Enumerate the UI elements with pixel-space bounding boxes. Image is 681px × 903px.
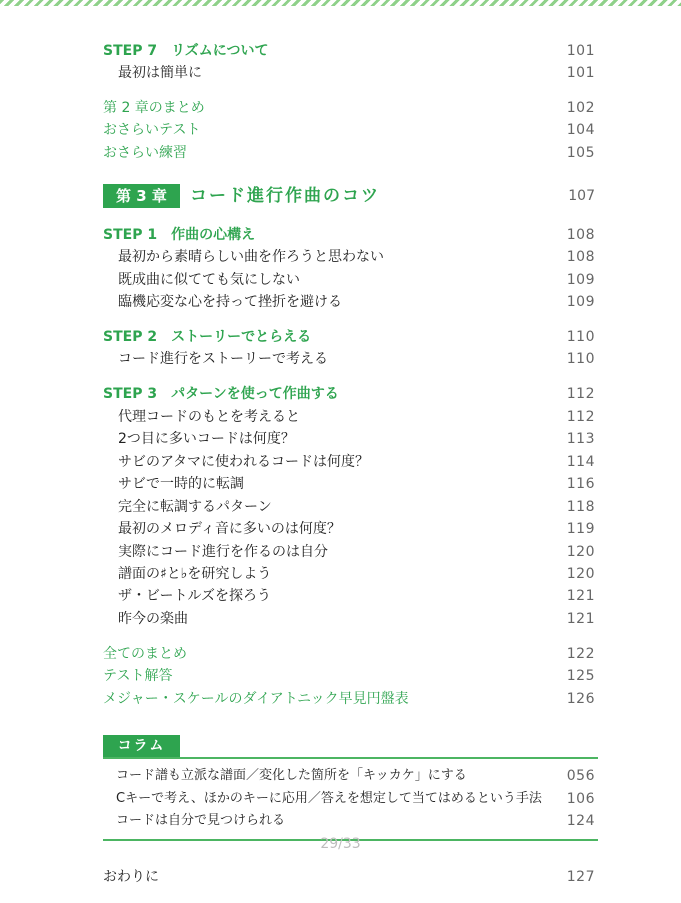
toc-entry-title: サビのアタマに使われるコードは何度？ [118, 454, 370, 470]
toc-entry[interactable] [0, 142, 681, 164]
toc-entry[interactable] [0, 585, 681, 607]
chapter-title[interactable]: コード進行作曲のコツ [190, 186, 380, 206]
toc-entry-page: 116 [566, 476, 595, 492]
toc-entry-page: 109 [566, 272, 595, 288]
toc-entry-title: おわりに [103, 869, 159, 885]
toc-entry[interactable] [0, 383, 681, 405]
toc-entry-title: 臨機応変な心を持って挫折を避ける [118, 294, 342, 310]
toc-entry[interactable] [0, 541, 681, 563]
toc-entry[interactable] [0, 119, 681, 141]
toc-entry-page: 108 [566, 249, 595, 265]
toc-entry-page: 108 [566, 227, 595, 243]
toc-entry-page: 122 [566, 646, 595, 662]
toc-entry-page: 114 [566, 454, 595, 470]
toc-entry-page: 101 [566, 65, 595, 81]
top-stripe-decoration [0, 0, 681, 6]
toc-entry-title: STEP 7 リズムについて [103, 43, 269, 59]
toc-entry-page: 127 [566, 869, 595, 885]
toc-entry[interactable] [0, 608, 681, 630]
toc-entry[interactable] [0, 451, 681, 473]
toc-entry-title: メジャー・スケールのダイアトニック早見円盤表 [103, 691, 409, 707]
toc-entry-page: 105 [566, 145, 595, 161]
toc-entry-page: 102 [566, 100, 595, 116]
toc-entry-title: 完全に転調するパターン [118, 499, 272, 515]
toc-entry-title: Cキーで考え、ほかのキーに応用／答えを想定して当てはめるという手法 [116, 791, 542, 806]
toc-entry-page: 106 [566, 791, 595, 807]
toc-entry-page: 110 [566, 329, 595, 345]
toc-entry-page: 113 [566, 431, 595, 447]
column-badge: コラム [103, 735, 180, 757]
toc-entry[interactable] [0, 688, 681, 710]
toc-entry-title: サビで一時的に転調 [118, 476, 244, 492]
toc-entry[interactable] [0, 665, 681, 687]
toc-entry[interactable] [0, 246, 681, 268]
toc-entry[interactable] [0, 518, 681, 540]
toc-entry-title: 最初は簡単に [118, 65, 202, 81]
page-indicator: 29/33 [320, 836, 361, 852]
toc-entry-page: 124 [566, 813, 595, 829]
toc-entry[interactable] [0, 788, 681, 810]
toc-entry-page: 056 [566, 768, 595, 784]
chapter-page-number: 107 [568, 188, 595, 204]
toc-entry-page: 104 [566, 122, 595, 138]
toc-entry[interactable] [0, 348, 681, 370]
toc-entry-title: 全てのまとめ [103, 646, 187, 662]
toc-entry[interactable] [0, 810, 681, 832]
toc-entry-title: STEP 2 ストーリーでとらえる [103, 329, 312, 345]
toc-entry-closing[interactable] [0, 866, 681, 888]
toc-entry-page: 121 [566, 611, 595, 627]
toc-entry-page: 120 [566, 566, 595, 582]
toc-entry-title: STEP 1 作曲の心構え [103, 227, 256, 243]
toc-entry-page: 101 [566, 43, 595, 59]
toc-entry-title: おさらいテスト [103, 122, 201, 138]
toc-entry-title: 第 2 章のまとめ [103, 100, 205, 116]
toc-entry-title: おさらい練習 [103, 145, 187, 161]
toc-entry-title: 代理コードのもとを考えると [118, 409, 300, 425]
toc-entry-page: 126 [566, 691, 595, 707]
toc-entry[interactable] [0, 643, 681, 665]
toc-entry[interactable] [0, 496, 681, 518]
toc-entry[interactable] [0, 765, 681, 787]
toc-entry-title: ザ・ビートルズを探ろう [118, 588, 272, 604]
toc-entry[interactable] [0, 563, 681, 585]
toc-entry[interactable] [0, 291, 681, 313]
toc-entry[interactable] [0, 326, 681, 348]
toc-entry-title: コードは自分で見つけられる [116, 813, 286, 828]
toc-entry-page: 109 [566, 294, 595, 310]
toc-entry-title: コード譜も立派な譜面／変化した箇所を「キッカケ」にする [116, 768, 467, 783]
toc-entry-title: 昨今の楽曲 [118, 611, 188, 627]
column-rule-top [103, 757, 598, 759]
toc-entry-page: 125 [566, 668, 595, 684]
toc-entry[interactable] [0, 406, 681, 428]
toc-entry-title: 最初から素晴らしい曲を作ろうと思わない [118, 249, 384, 265]
toc-entry-page: 119 [566, 521, 595, 537]
toc-entry-title: STEP 3 パターンを使って作曲する [103, 386, 339, 402]
toc-entry-page: 120 [566, 544, 595, 560]
toc-entry[interactable] [0, 62, 681, 84]
toc-entry-title: 最初のメロディ音に多いのは何度？ [118, 521, 341, 537]
toc-entry-title: 実際にコード進行を作るのは自分 [118, 544, 328, 560]
toc-entry-title: 2つ目に多いコードは何度？ [118, 431, 295, 447]
toc-entry[interactable] [0, 428, 681, 450]
toc-entry[interactable] [0, 97, 681, 119]
toc-entry[interactable] [0, 224, 681, 246]
toc-entry[interactable] [0, 473, 681, 495]
toc-entry-page: 112 [566, 409, 595, 425]
toc-entry-page: 118 [566, 499, 595, 515]
toc-entry-title: テスト解答 [103, 668, 173, 684]
toc-entry-title: 譜面の♯と♭を研究しよう [118, 566, 272, 582]
toc-entry-page: 112 [566, 386, 595, 402]
chapter-badge: 第 3 章 [103, 184, 180, 208]
toc-entry[interactable] [0, 40, 681, 62]
toc-entry-title: 既成曲に似てても気にしない [118, 272, 300, 288]
toc-entry-page: 110 [566, 351, 595, 367]
toc-entry-page: 121 [566, 588, 595, 604]
toc-entry[interactable] [0, 269, 681, 291]
toc-entry-title: コード進行をストーリーで考える [118, 351, 328, 367]
